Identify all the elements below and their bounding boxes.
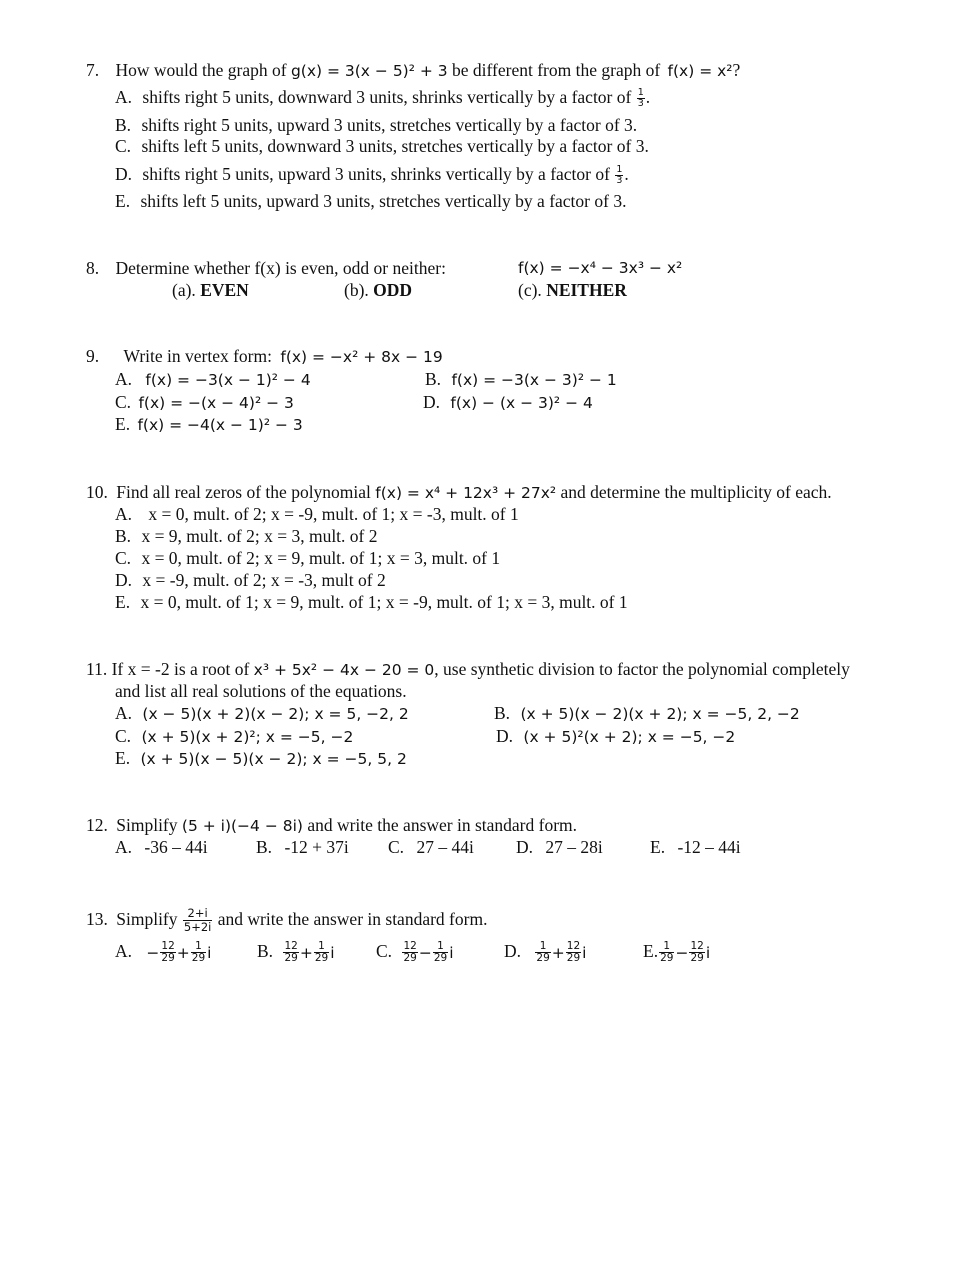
q7-option-c-text: shifts left 5 units, downward 3 units, stretches vertically by a factor of 3. bbox=[141, 136, 649, 156]
q9-option-c-letter: C. bbox=[115, 392, 132, 412]
q13-option-c-letter: C. bbox=[376, 941, 393, 961]
q12-option-b-text: -12 + 37i bbox=[284, 837, 349, 857]
fraction-denominator: 3 bbox=[637, 98, 644, 110]
q13-number: 13. bbox=[86, 909, 108, 929]
fraction-numerator: 12 bbox=[284, 940, 298, 953]
q7-option-b-text: shifts right 5 units, upward 3 units, stretches vertically by a factor of 3. bbox=[141, 115, 638, 135]
q13-option-e-fraction-1 bbox=[659, 941, 674, 964]
q12-option-c-letter: C. bbox=[388, 837, 405, 857]
q13-option-e-fraction-2 bbox=[689, 941, 704, 964]
q9-option-d-letter: D. bbox=[423, 392, 441, 412]
q10-option-c[interactable] bbox=[115, 548, 500, 568]
q8-choice-a-label: (a). bbox=[172, 280, 196, 300]
q7-option-d-fraction bbox=[615, 165, 623, 186]
q13-option-e-operator: − bbox=[675, 943, 689, 962]
q12-option-d-text: 27 – 28i bbox=[545, 837, 603, 857]
q13-option-a-sign: − bbox=[146, 943, 160, 962]
q9-option-e[interactable] bbox=[115, 414, 303, 435]
q13-option-b-fraction-2 bbox=[314, 941, 329, 964]
q8-number: 8. bbox=[86, 258, 100, 278]
q9-option-b-letter: B. bbox=[425, 369, 442, 389]
q13-text2: and write the answer in standard form. bbox=[217, 909, 488, 929]
q7-option-d-text: shifts right 5 units, upward 3 units, shrinks vertically by a factor of bbox=[142, 164, 610, 184]
q11-option-c[interactable] bbox=[115, 726, 353, 747]
q13-option-c-fraction-2 bbox=[433, 941, 448, 964]
fraction-denominator: 29 bbox=[690, 952, 704, 965]
fraction-numerator: 1 bbox=[314, 941, 329, 953]
q9-option-a[interactable] bbox=[115, 369, 311, 390]
q13-option-a-fraction-2 bbox=[191, 941, 206, 964]
q9-option-d[interactable] bbox=[423, 392, 593, 413]
q13-option-d-letter: D. bbox=[504, 941, 522, 961]
q8-stem bbox=[86, 258, 446, 278]
q13-option-d-fraction-1 bbox=[535, 941, 550, 964]
q12-option-a-letter: A. bbox=[115, 837, 133, 857]
q10-option-e-letter: E. bbox=[115, 592, 131, 612]
q8-expr: f(x) = −x⁴ − 3x³ − x² bbox=[518, 259, 683, 277]
q8-choice-b-value: ODD bbox=[373, 280, 413, 300]
q13-option-d-operator: + bbox=[551, 943, 565, 962]
fraction-denominator: 29 bbox=[161, 952, 175, 965]
q13-option-b-operator: + bbox=[299, 943, 313, 962]
q7-expr-g: g(x) = 3(x − 5)² + 3 bbox=[290, 62, 448, 80]
q10-option-b-letter: B. bbox=[115, 526, 132, 546]
q9-option-a-letter: A. bbox=[115, 369, 133, 389]
q9-text: Write in vertex form: bbox=[123, 346, 272, 366]
q7-option-e-text: shifts left 5 units, upward 3 units, stretches vertically by a factor of 3. bbox=[140, 191, 627, 211]
q10-text2: and determine the multiplicity of each. bbox=[560, 482, 832, 502]
q11-stem-line2: and list all real solutions of the equations. bbox=[115, 681, 407, 701]
fraction-numerator: 1 bbox=[191, 941, 206, 953]
q10-option-b-text: x = 9, mult. of 2; x = 3, mult. of 2 bbox=[141, 526, 378, 546]
fraction-numerator: 1 bbox=[659, 941, 674, 953]
fraction-denominator: 29 bbox=[403, 952, 417, 965]
q10-option-a[interactable] bbox=[115, 504, 519, 524]
q12-option-b-letter: B. bbox=[256, 837, 273, 857]
q11-option-c-expr: (x + 5)(x + 2)²; x = −5, −2 bbox=[141, 728, 354, 746]
q7-text2: be different from the graph of bbox=[452, 60, 661, 80]
imaginary-unit: i bbox=[705, 943, 711, 962]
q8-choice-c-label: (c). bbox=[518, 280, 542, 300]
q12-option-d[interactable] bbox=[516, 837, 603, 857]
q10-option-a-text: x = 0, mult. of 2; x = -9, mult. of 1; x = -3, mult. of 1 bbox=[148, 504, 519, 524]
q7-option-b[interactable] bbox=[115, 115, 637, 135]
fraction-numerator: 12 bbox=[690, 940, 704, 953]
fraction-denominator: 3 bbox=[616, 175, 623, 187]
q7-option-c[interactable] bbox=[115, 136, 649, 156]
q10-option-c-letter: C. bbox=[115, 548, 132, 568]
q13-option-d-fraction-2 bbox=[566, 941, 581, 964]
q11-stem bbox=[86, 659, 850, 680]
q13-text: Simplify bbox=[116, 909, 178, 929]
fraction-numerator: 12 bbox=[403, 940, 417, 953]
q10-option-d-letter: D. bbox=[115, 570, 133, 590]
q8-text: Determine whether f(x) is even, odd or neither: bbox=[115, 258, 446, 278]
q9-expr: f(x) = −x² + 8x − 19 bbox=[280, 348, 443, 366]
q7-option-a-text: shifts right 5 units, downward 3 units, shrinks vertically by a factor of bbox=[142, 87, 632, 107]
q11-text: If x = -2 is a root of bbox=[111, 659, 250, 679]
fraction-numerator: 12 bbox=[566, 940, 581, 953]
fraction-denominator: 29 bbox=[660, 952, 674, 965]
fraction-numerator: 2+i bbox=[183, 907, 212, 921]
q13-option-c-fraction-1 bbox=[402, 941, 417, 964]
q7-option-a-letter: A. bbox=[115, 87, 133, 107]
q12-option-e-letter: E. bbox=[650, 837, 666, 857]
q12-number: 12. bbox=[86, 815, 108, 835]
q7-option-b-letter: B. bbox=[115, 115, 132, 135]
q11-option-b-expr: (x + 5)(x − 2)(x + 2); x = −5, 2, −2 bbox=[520, 705, 800, 723]
fraction-numerator: 1 bbox=[535, 941, 550, 953]
q11-option-e-letter: E. bbox=[115, 748, 131, 768]
q11-number: 11. bbox=[86, 659, 108, 679]
q8-choice-a[interactable] bbox=[172, 280, 249, 300]
q8-choice-a-value: EVEN bbox=[200, 280, 249, 300]
q12-option-e-text: -12 – 44i bbox=[677, 837, 741, 857]
fraction-numerator: 12 bbox=[161, 940, 175, 953]
q10-option-c-text: x = 0, mult. of 2; x = 9, mult. of 1; x = 3, mult. of 1 bbox=[141, 548, 501, 568]
q11-option-a-expr: (x − 5)(x + 2)(x − 2); x = 5, −2, 2 bbox=[142, 705, 409, 723]
q12-option-c-text: 27 – 44i bbox=[416, 837, 474, 857]
q7-option-c-letter: C. bbox=[115, 136, 132, 156]
q13-option-b[interactable] bbox=[257, 939, 335, 965]
q12-option-a-text: -36 – 44i bbox=[144, 837, 208, 857]
q11-option-d[interactable] bbox=[496, 726, 735, 747]
q7-option-e-letter: E. bbox=[115, 191, 131, 211]
q9-option-a-expr: f(x) = −3(x − 1)² − 4 bbox=[145, 371, 311, 389]
q12-option-a[interactable] bbox=[115, 837, 208, 857]
q9-option-d-expr: f(x) − (x − 3)² − 4 bbox=[450, 394, 593, 412]
q7-qmark: ? bbox=[732, 60, 741, 80]
q13-fraction bbox=[183, 907, 212, 934]
imaginary-unit: i bbox=[582, 943, 587, 962]
q12-option-e[interactable] bbox=[650, 837, 741, 857]
imaginary-unit: i bbox=[330, 943, 335, 962]
q9-option-b-expr: f(x) = −3(x − 3)² − 1 bbox=[451, 371, 617, 389]
fraction-denominator: 29 bbox=[314, 952, 329, 965]
q10-option-e[interactable] bbox=[115, 592, 628, 612]
q11-option-e-expr: (x + 5)(x − 5)(x − 2); x = −5, 5, 2 bbox=[140, 750, 407, 768]
q8-choice-b[interactable] bbox=[344, 280, 412, 300]
imaginary-unit: i bbox=[449, 943, 454, 962]
q7-option-e[interactable] bbox=[115, 191, 626, 211]
imaginary-unit: i bbox=[207, 943, 212, 962]
q13-option-c-operator: − bbox=[418, 943, 432, 962]
q8-choice-c-value: NEITHER bbox=[546, 280, 627, 300]
q11-option-a[interactable] bbox=[115, 703, 409, 724]
fraction-denominator: 29 bbox=[566, 952, 581, 965]
q7-option-d-letter: D. bbox=[115, 164, 133, 184]
q12-option-d-letter: D. bbox=[516, 837, 534, 857]
q13-option-a[interactable] bbox=[115, 939, 211, 965]
q11-option-a-letter: A. bbox=[115, 703, 133, 723]
q13-option-e[interactable] bbox=[643, 939, 710, 965]
q7-option-d[interactable] bbox=[115, 164, 629, 186]
q9-option-e-expr: f(x) = −4(x − 1)² − 3 bbox=[137, 416, 303, 434]
q7-number: 7. bbox=[86, 60, 100, 80]
fraction-denominator: 29 bbox=[433, 952, 448, 965]
q8-choice-b-label: (b). bbox=[344, 280, 369, 300]
q13-option-b-fraction-1 bbox=[283, 941, 298, 964]
q12-text: Simplify bbox=[116, 815, 178, 835]
fraction-denominator: 5+2i bbox=[183, 920, 212, 935]
q7-option-a-tail: . bbox=[645, 87, 651, 107]
q7-text: How would the graph of bbox=[115, 60, 287, 80]
q10-option-d[interactable] bbox=[115, 570, 386, 590]
q11-option-e[interactable] bbox=[115, 748, 407, 769]
fraction-numerator: 1 bbox=[433, 941, 448, 953]
q13-option-c[interactable] bbox=[376, 939, 454, 965]
q7-option-a[interactable] bbox=[115, 87, 650, 109]
q12-option-c[interactable] bbox=[388, 837, 474, 857]
fraction-numerator: 1 bbox=[637, 87, 644, 99]
q12-option-b[interactable] bbox=[256, 837, 349, 857]
q9-option-b[interactable] bbox=[425, 369, 617, 390]
q10-stem bbox=[86, 482, 832, 503]
q7-stem bbox=[86, 60, 740, 81]
q11-option-d-expr: (x + 5)²(x + 2); x = −5, −2 bbox=[523, 728, 736, 746]
fraction-denominator: 29 bbox=[191, 952, 206, 965]
q7-option-d-tail: . bbox=[624, 164, 629, 184]
q9-option-c-expr: f(x) = −(x − 4)² − 3 bbox=[138, 394, 294, 412]
fraction-denominator: 29 bbox=[284, 952, 298, 965]
q10-option-e-text: x = 0, mult. of 1; x = 9, mult. of 1; x = -9, mult. of 1; x = 3, mult. of 1 bbox=[140, 592, 628, 612]
q10-option-b[interactable] bbox=[115, 526, 378, 546]
q12-expr: (5 + i)(−4 − 8i) bbox=[181, 817, 303, 835]
q11-text2: , use synthetic division to factor the polynomial completely bbox=[434, 659, 850, 679]
q9-option-c[interactable] bbox=[115, 392, 294, 413]
q13-option-a-operator: + bbox=[176, 943, 190, 962]
q12-text2: and write the answer in standard form. bbox=[307, 815, 578, 835]
q11-option-c-letter: C. bbox=[115, 726, 132, 746]
q10-number: 10. bbox=[86, 482, 108, 502]
q11-option-b-letter: B. bbox=[494, 703, 511, 723]
q9-stem bbox=[86, 346, 443, 367]
q10-option-a-letter: A. bbox=[115, 504, 133, 524]
q13-stem bbox=[86, 907, 487, 934]
fraction-denominator: 29 bbox=[536, 952, 550, 965]
q13-option-a-letter: A. bbox=[115, 941, 133, 961]
q13-option-a-fraction-1 bbox=[160, 941, 175, 964]
q10-expr: f(x) = x⁴ + 12x³ + 27x² bbox=[375, 484, 557, 502]
q8-choice-c[interactable] bbox=[518, 280, 627, 300]
q11-option-d-letter: D. bbox=[496, 726, 514, 746]
q9-number: 9. bbox=[86, 346, 100, 366]
q11-option-b[interactable] bbox=[494, 703, 800, 724]
q9-option-e-letter: E. bbox=[115, 414, 131, 434]
q13-option-e-letter: E. bbox=[643, 941, 659, 961]
q10-text: Find all real zeros of the polynomial bbox=[116, 482, 371, 502]
q7-expr-f: f(x) = x² bbox=[667, 62, 733, 80]
fraction-numerator: 1 bbox=[616, 164, 623, 176]
q11-expr: x³ + 5x² − 4x − 20 = 0 bbox=[253, 661, 435, 679]
q12-stem bbox=[86, 815, 577, 836]
q13-option-b-letter: B. bbox=[257, 941, 274, 961]
q7-option-a-fraction bbox=[637, 88, 645, 109]
q13-option-d[interactable] bbox=[504, 939, 586, 965]
q10-option-d-text: x = -9, mult. of 2; x = -3, mult of 2 bbox=[142, 570, 386, 590]
